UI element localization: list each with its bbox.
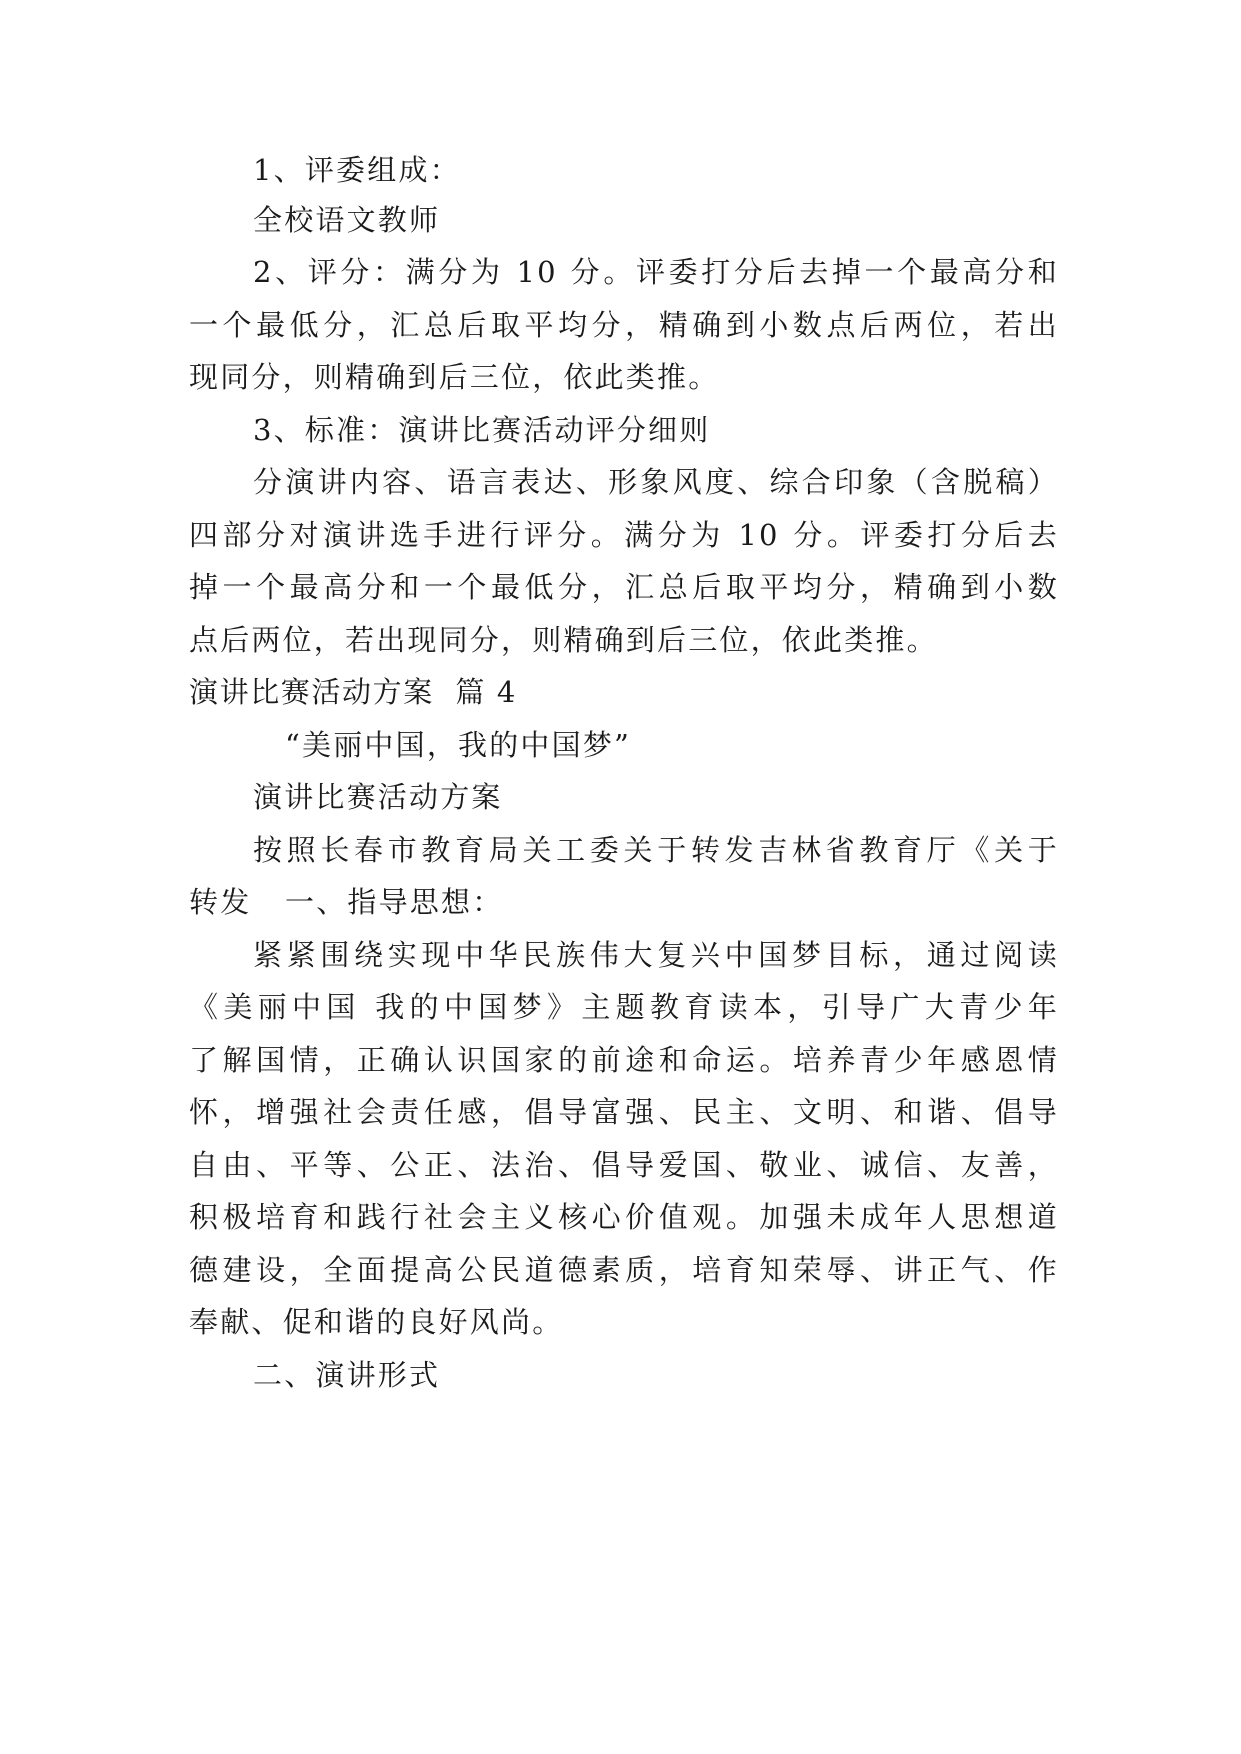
- text-line: 自由、平等、公正、法治、倡导爱国、敬业、诚信、友善，: [189, 1148, 1059, 1182]
- text-line: “美丽中国，我的中国梦”: [285, 728, 632, 762]
- text-line: 1、评委组成：: [253, 153, 461, 187]
- text-line: 积极培育和践行社会主义核心价值观。加强未成年人思想道: [189, 1200, 1059, 1234]
- text-line: 紧紧围绕实现中华民族伟大复兴中国梦目标，通过阅读: [253, 938, 1059, 972]
- text-line: 2、评分：满分为 10 分。评委打分后去掉一个最高分和: [253, 255, 1059, 289]
- text-line: 二、演讲形式: [253, 1358, 441, 1392]
- text-line: 掉一个最高分和一个最低分，汇总后取平均分，精确到小数: [189, 570, 1059, 604]
- text-line: 现同分，则精确到后三位，依此类推。: [189, 360, 720, 394]
- text-line: 分演讲内容、语言表达、形象风度、综合印象（含脱稿）: [253, 465, 1059, 499]
- text-line: 奉献、促和谐的良好风尚。: [189, 1305, 564, 1339]
- text-fragment: 一、指导思想：: [285, 885, 504, 919]
- text-line: 3、标准：演讲比赛活动评分细则: [253, 413, 711, 447]
- text-line: 《美丽中国 我的中国梦》主题教育读本，引导广大青少年: [189, 990, 1059, 1024]
- text-line: 点后两位，若出现同分，则精确到后三位，依此类推。: [189, 623, 938, 657]
- text-line: 按照长春市教育局关工委关于转发吉林省教育厅《关于: [253, 833, 1059, 867]
- text-line: 四部分对演讲选手进行评分。满分为 10 分。评委打分后去: [189, 518, 1059, 552]
- text-line: 一个最低分，汇总后取平均分，精确到小数点后两位，若出: [189, 308, 1059, 342]
- text-fragment: 转发: [189, 885, 252, 919]
- text-line: 全校语文教师: [253, 203, 441, 237]
- text-line: 演讲比赛活动方案: [253, 780, 503, 814]
- text-line: 德建设，全面提高公民道德素质，培育知荣辱、讲正气、作: [189, 1253, 1059, 1287]
- text-line-split: [189, 882, 1059, 922]
- text-line: 了解国情，正确认识国家的前途和命运。培养青少年感恩情: [189, 1043, 1059, 1077]
- section-heading: 演讲比赛活动方案 篇 4: [189, 675, 517, 709]
- text-line: 怀，增强社会责任感，倡导富强、民主、文明、和谐、倡导: [189, 1095, 1059, 1129]
